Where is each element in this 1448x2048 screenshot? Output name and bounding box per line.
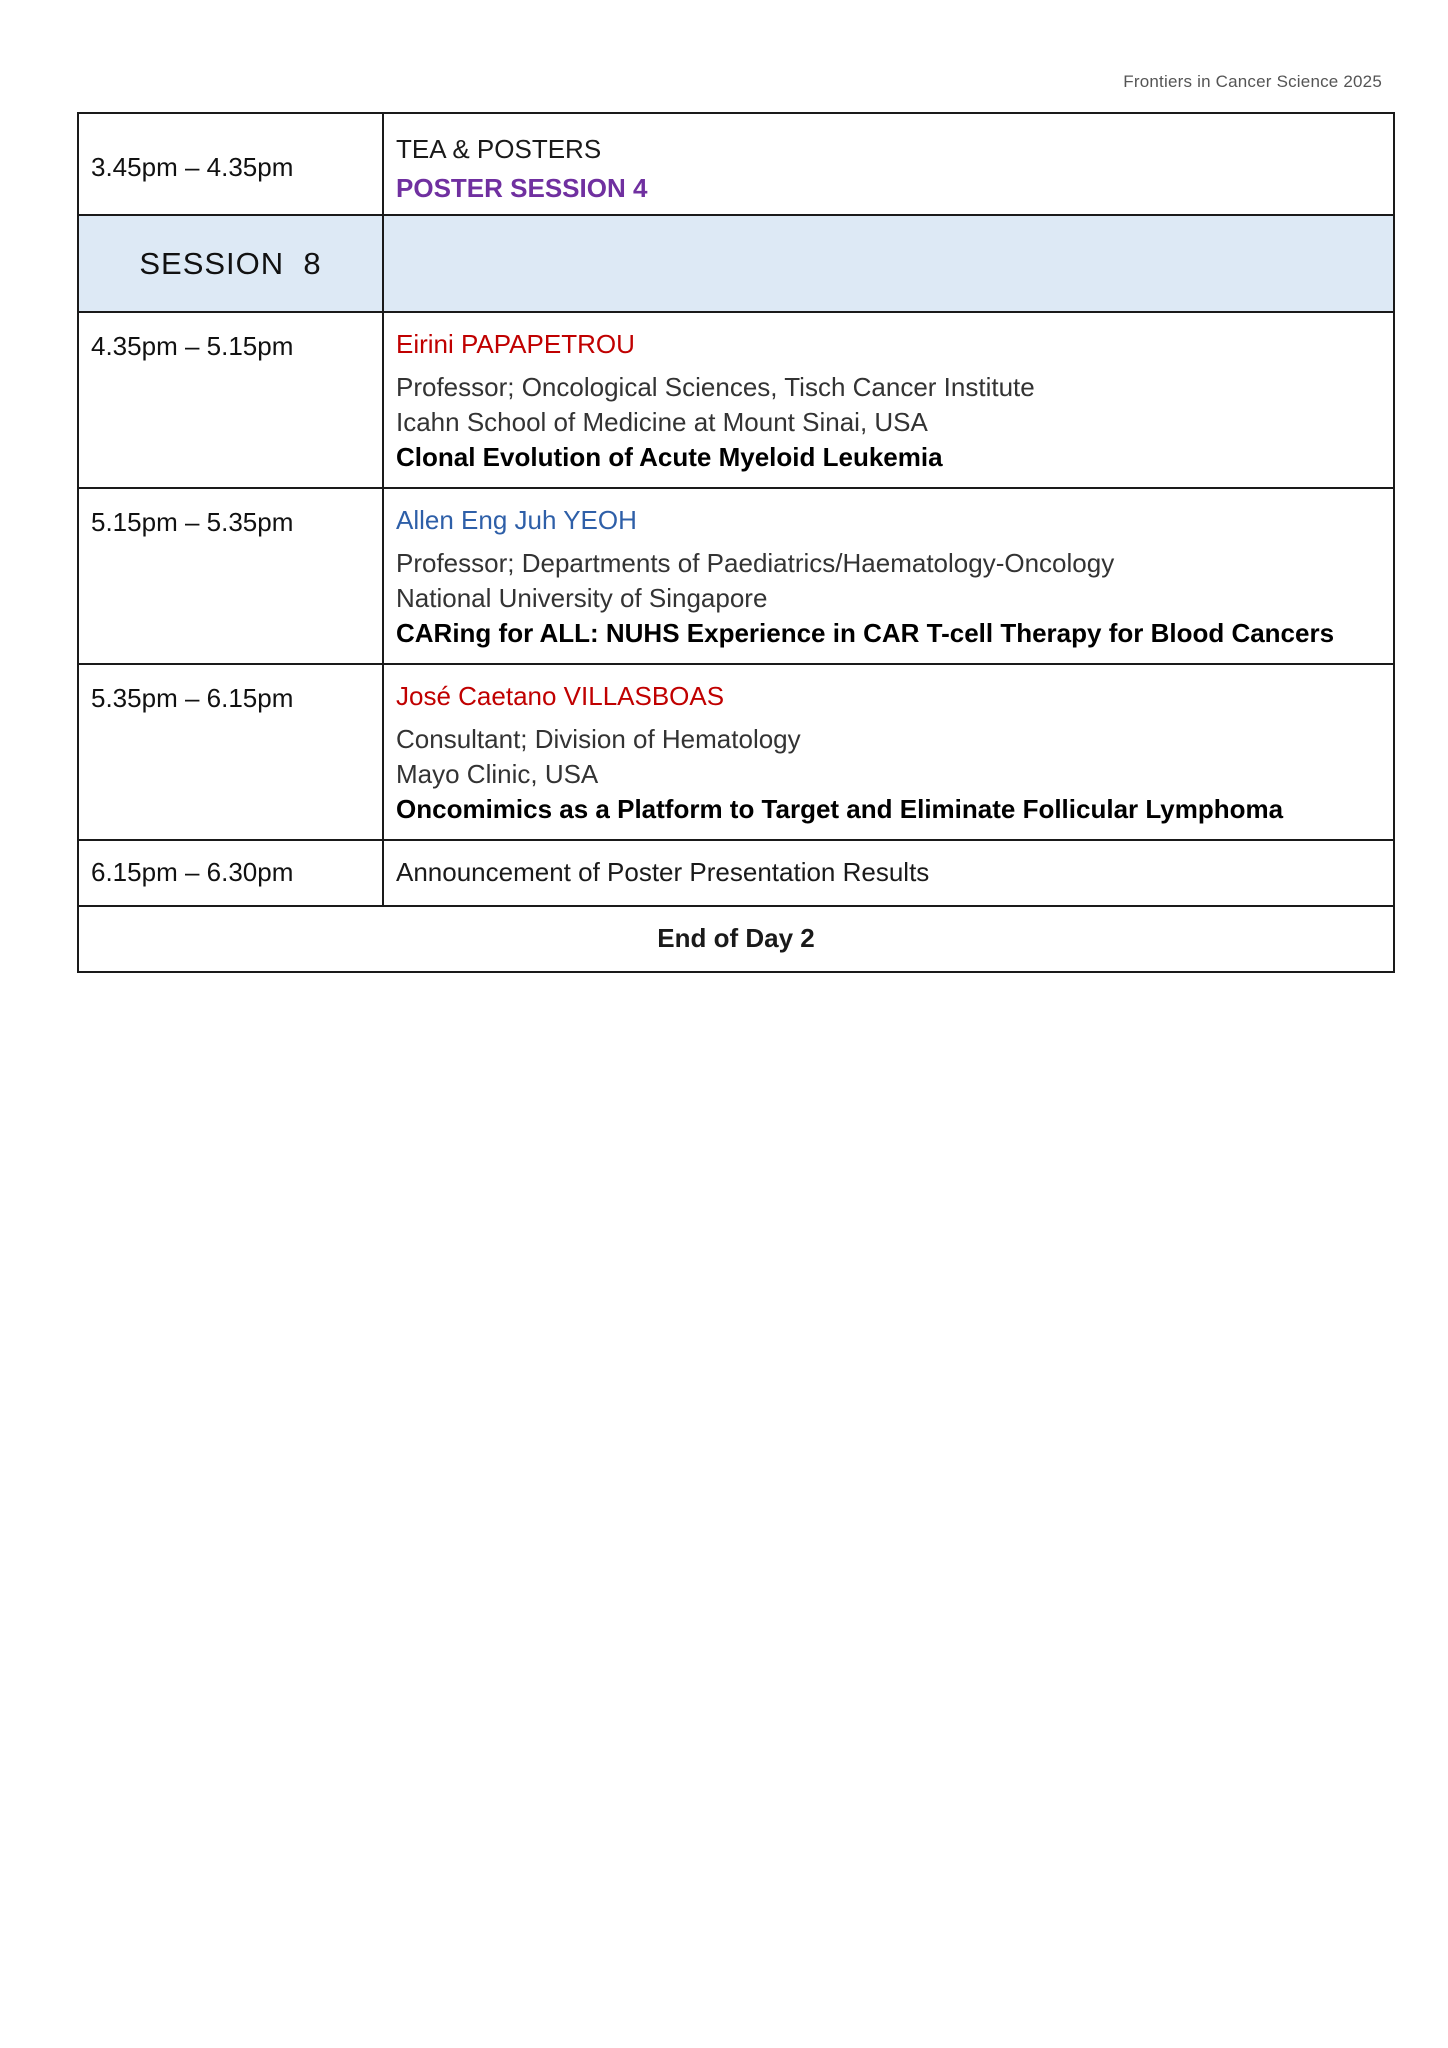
table-row-end	[78, 906, 1394, 972]
detail-cell	[383, 312, 1394, 488]
time-cell: 4.35pm – 5.15pm	[78, 312, 383, 488]
speaker-affiliation-1: Consultant; Division of Hematology	[396, 724, 801, 754]
time-cell: 5.15pm – 5.35pm	[78, 488, 383, 664]
table-row-talk-3	[78, 664, 1394, 840]
speaker-name: Allen Eng Juh YEOH	[396, 505, 637, 535]
program-table	[77, 112, 1395, 973]
speaker-name: Eirini PAPAPETROU	[396, 329, 635, 359]
speaker-name: José Caetano VILLASBOAS	[396, 681, 725, 711]
table-row-talk-2	[78, 488, 1394, 664]
time-cell: 6.15pm – 6.30pm	[78, 840, 383, 906]
talk-title: Oncomimics as a Platform to Target and Eliminate Follicular Lymphoma	[396, 794, 1284, 824]
tea-label: TEA & POSTERS	[396, 134, 602, 164]
table-row-talk-1	[78, 312, 1394, 488]
speaker-affiliation-1: Professor; Oncological Sciences, Tisch Cancer Institute	[396, 372, 1035, 402]
detail-cell	[383, 488, 1394, 664]
table-row-session	[78, 215, 1394, 312]
table-row-announcement	[78, 840, 1394, 906]
talk-title: Clonal Evolution of Acute Myeloid Leukemia	[396, 442, 943, 472]
end-of-day-label: End of Day 2	[78, 906, 1394, 972]
time-cell: 5.35pm – 6.15pm	[78, 664, 383, 840]
session-empty-cell	[383, 215, 1394, 312]
speaker-affiliation-2: Icahn School of Medicine at Mount Sinai, USA	[396, 407, 928, 437]
page-header: Frontiers in Cancer Science 2025	[1123, 72, 1382, 91]
time-cell: 3.45pm – 4.35pm	[78, 113, 383, 215]
poster-session-label: POSTER SESSION 4	[396, 173, 648, 203]
detail-cell	[383, 664, 1394, 840]
speaker-affiliation-2: National University of Singapore	[396, 583, 768, 613]
speaker-affiliation-1: Professor; Departments of Paediatrics/Haematology-Oncology	[396, 548, 1115, 578]
detail-cell	[383, 113, 1394, 215]
table-row-tea	[78, 113, 1394, 215]
announcement-label: Announcement of Poster Presentation Results	[383, 840, 1394, 906]
talk-title: CARing for ALL: NUHS Experience in CAR T-cell Therapy for Blood Cancers	[396, 618, 1335, 648]
session-label	[78, 215, 383, 312]
session-label-text: SESSION 8	[139, 246, 322, 281]
speaker-affiliation-2: Mayo Clinic, USA	[396, 759, 599, 789]
